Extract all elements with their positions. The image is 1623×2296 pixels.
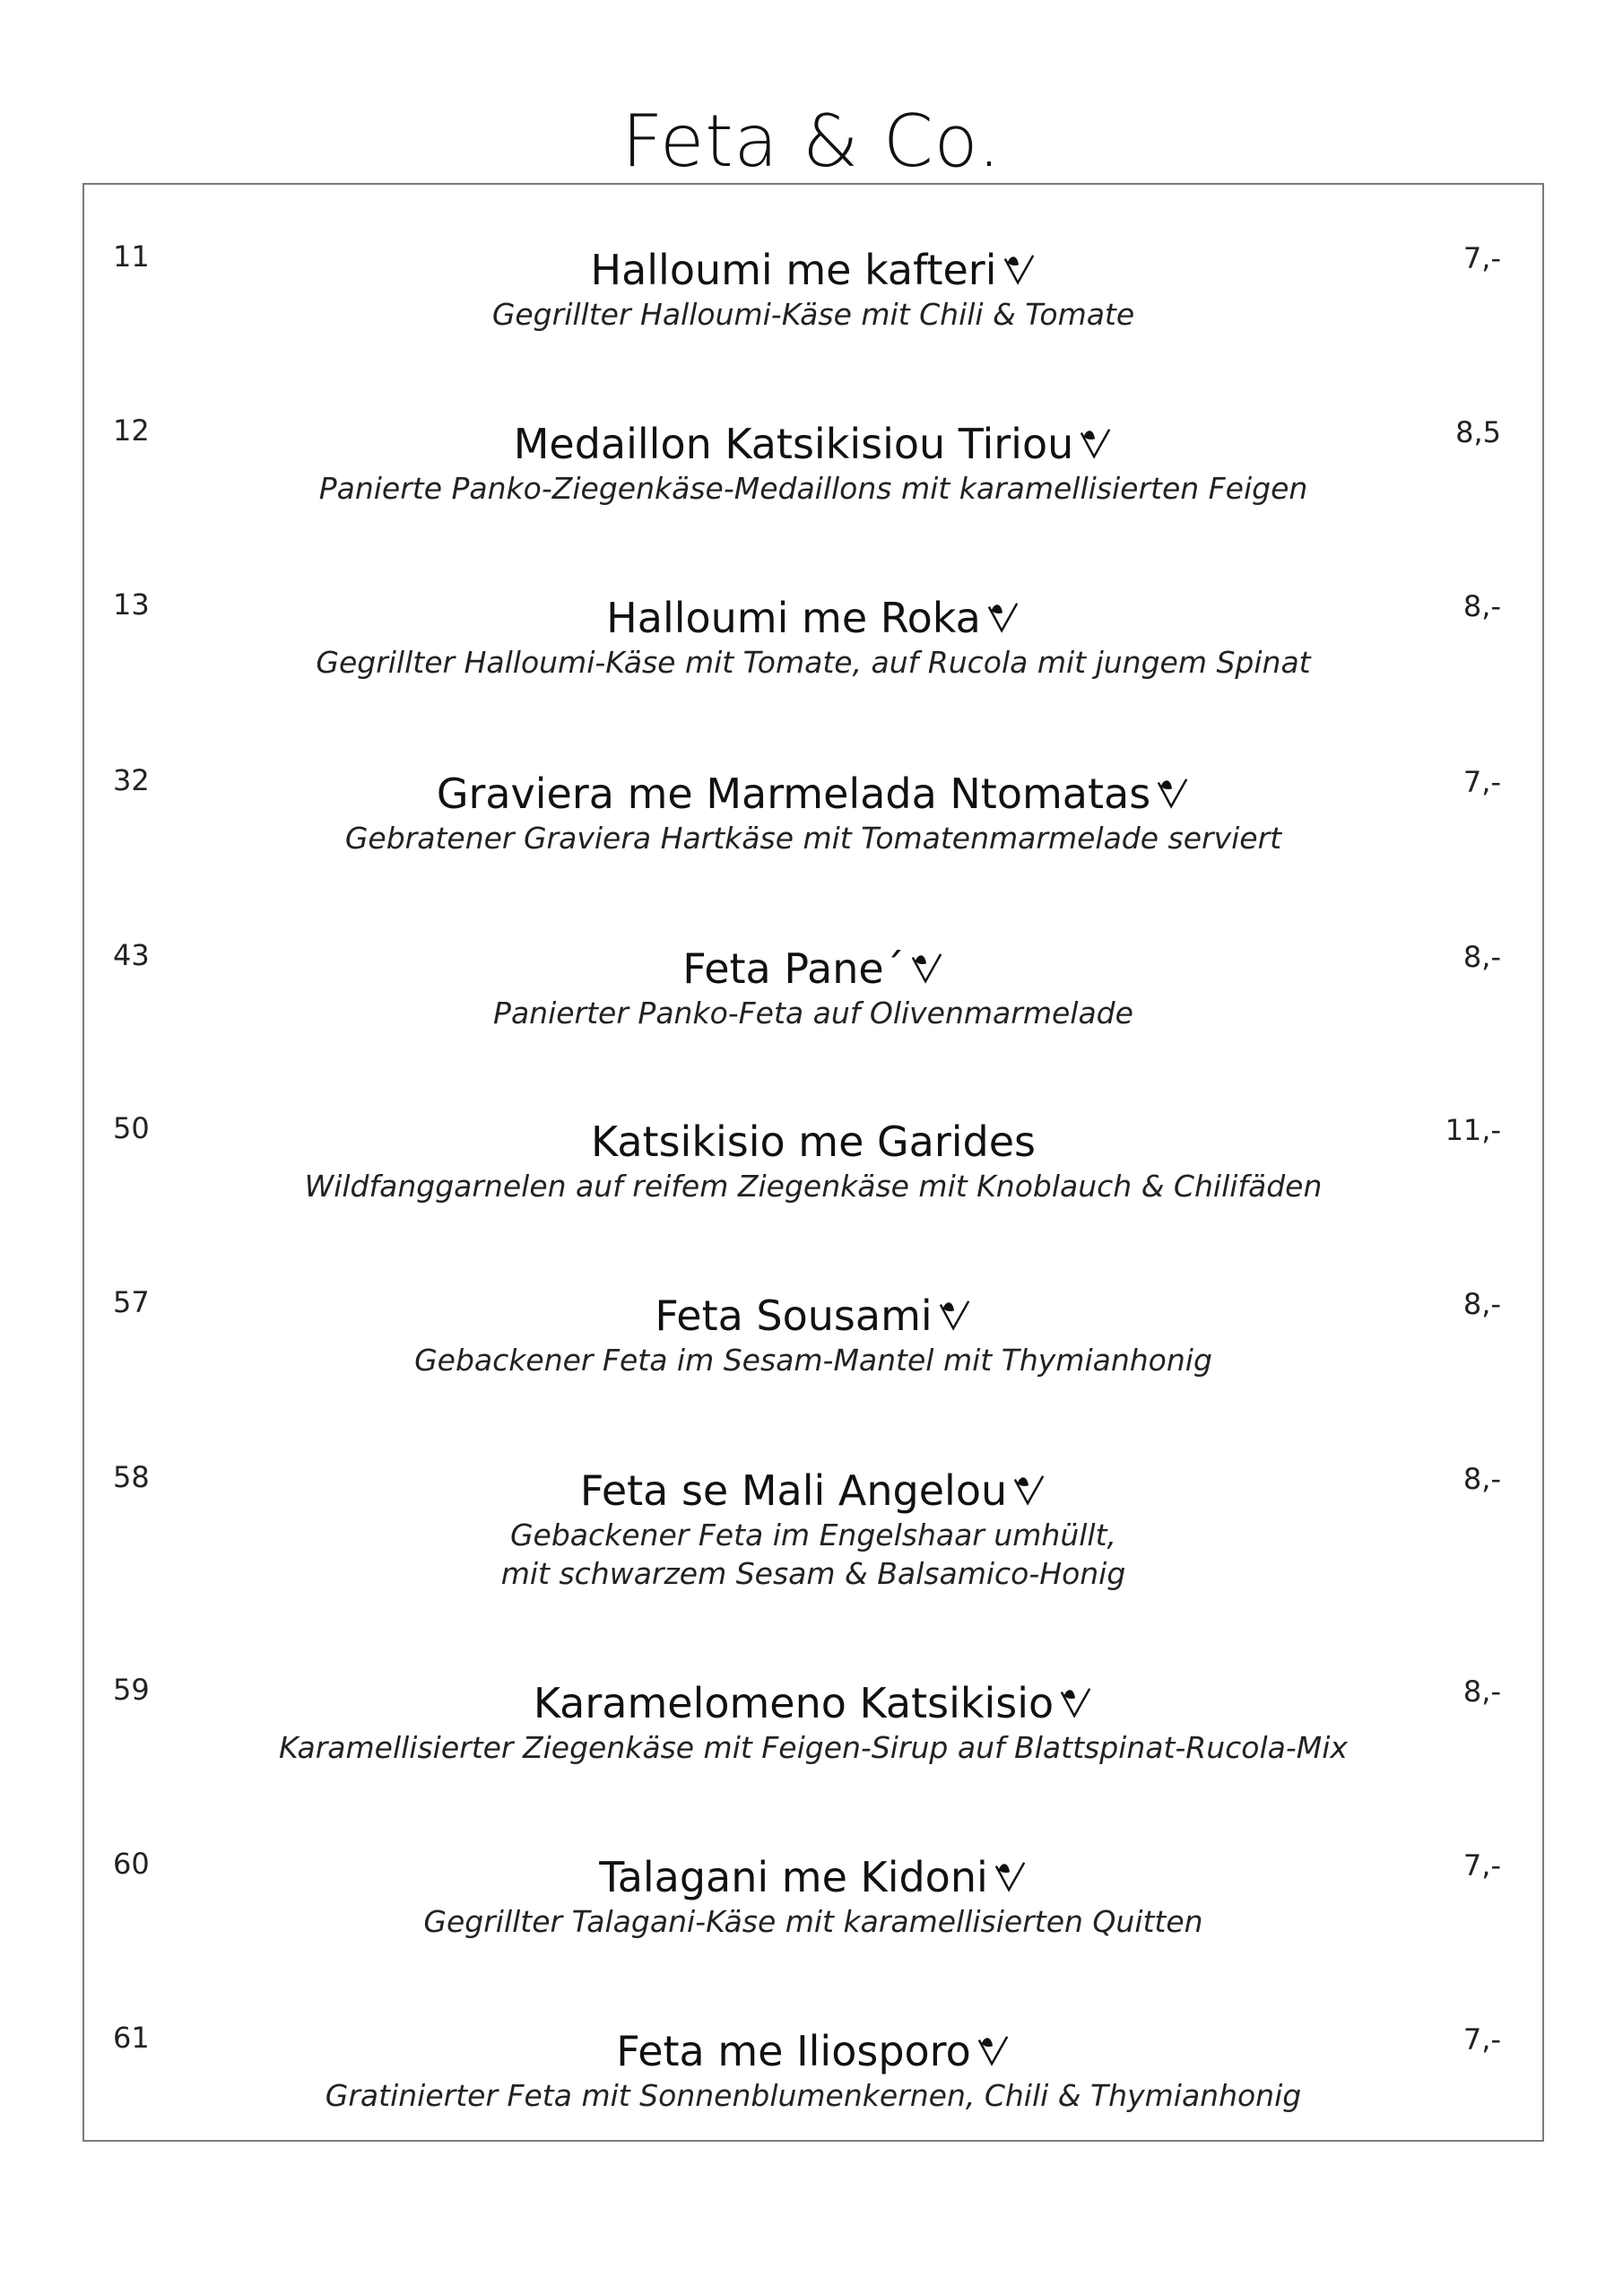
item-price: 8,- [1462,1462,1501,1496]
leaf-icon [1079,425,1113,461]
item-name: Feta Sousami [655,1292,933,1340]
item-content [219,2029,1408,2115]
item-name: Halloumi me Roka [606,594,981,642]
item-price: 8,- [1462,940,1501,974]
item-description: Panierte Panko-Ziegenkäse-Medaillons mit karamellisierten Feigen [318,470,1308,506]
item-name-line [219,946,1408,992]
item-name-line [219,248,1408,293]
item-description: Gebackener Feta im Engelshaar umhüllt, mit schwarzem Sesam & Balsamico-Honig [500,1517,1126,1592]
item-number: 58 [113,1460,150,1494]
item-description: Gebackener Feta im Sesam-Mantel mit Thymianhonig [414,1342,1212,1378]
leaf-icon [976,2032,1011,2068]
item-description: Panierter Panko-Feta auf Olivenmarmelade [493,995,1133,1031]
item-name-line [219,1468,1408,1514]
item-name-line [219,2029,1408,2074]
item-price: 8,- [1462,589,1501,623]
item-number: 32 [113,763,150,797]
item-number: 13 [113,587,150,622]
item-price: 7,- [1462,765,1501,799]
item-description: Gegrillter Talagani-Käse mit karamellisierten Quitten [423,1903,1203,1939]
item-number: 12 [113,413,150,448]
item-content [219,1119,1408,1205]
item-name-line [219,422,1408,467]
item-name: Katsikisio me Garides [591,1118,1036,1166]
leaf-icon [1012,1472,1046,1508]
leaf-icon [910,950,944,986]
item-name: Feta me Iliosporo [616,2027,971,2075]
leaf-icon [994,1858,1028,1894]
item-price: 8,5 [1455,415,1501,449]
item-number: 60 [113,1847,150,1881]
item-name: Graviera me Marmelada Ntomatas [436,770,1151,818]
item-content [219,1293,1408,1379]
item-content [219,771,1408,857]
item-content [219,596,1408,682]
leaf-icon [1059,1684,1093,1720]
menu-frame [82,183,1544,2142]
item-description: Gebratener Graviera Hartkäse mit Tomatenmarmelade serviert [344,820,1282,856]
item-description: Wildfanggarnelen auf reifem Ziegenkäse mit Knoblauch & Chilifäden [304,1168,1323,1204]
item-name-line [219,1681,1408,1726]
page-title: Feta & Co. [621,100,1002,183]
leaf-icon [986,599,1020,635]
item-price: 8,- [1462,1674,1501,1709]
item-price: 7,- [1462,2022,1501,2057]
item-name: Karamelomeno Katsikisio [533,1679,1055,1727]
item-number: 61 [113,2021,150,2055]
item-content [219,1468,1408,1594]
item-content [219,422,1408,508]
item-name: Halloumi me kafteri [590,246,997,294]
item-description: Gratinierter Feta mit Sonnenblumenkernen, Chili & Thymianhonig [325,2077,1302,2113]
leaf-icon [1002,251,1037,287]
item-number: 50 [113,1111,150,1145]
item-name-line [219,1293,1408,1339]
item-name-line [219,596,1408,641]
item-number: 11 [113,239,150,274]
item-price: 11,- [1445,1113,1501,1147]
leaf-icon [938,1297,972,1333]
item-name: Medaillon Katsikisiou Tiriou [513,420,1074,468]
item-name: Feta Pane´ [682,944,905,993]
item-price: 7,- [1462,1848,1501,1883]
item-number: 59 [113,1673,150,1707]
item-description: Gegrillter Halloumi-Käse mit Chili & Tomate [491,296,1135,332]
item-price: 8,- [1462,1287,1501,1321]
item-name-line [219,1119,1408,1165]
item-price: 7,- [1462,241,1501,275]
item-description: Karamellisierter Ziegenkäse mit Feigen-Sirup auf Blattspinat-Rucola-Mix [279,1729,1348,1765]
item-name: Talagani me Kidoni [599,1853,988,1901]
item-content [219,248,1408,334]
item-description: Gegrillter Halloumi-Käse mit Tomate, auf Rucola mit jungem Spinat [316,644,1311,680]
item-name-line [219,771,1408,817]
item-number: 57 [113,1285,150,1319]
item-content [219,1855,1408,1941]
item-number: 43 [113,938,150,972]
leaf-icon [1156,775,1190,811]
item-name-line [219,1855,1408,1900]
item-content [219,946,1408,1032]
item-content [219,1681,1408,1767]
item-name: Feta se Mali Angelou [579,1466,1008,1515]
